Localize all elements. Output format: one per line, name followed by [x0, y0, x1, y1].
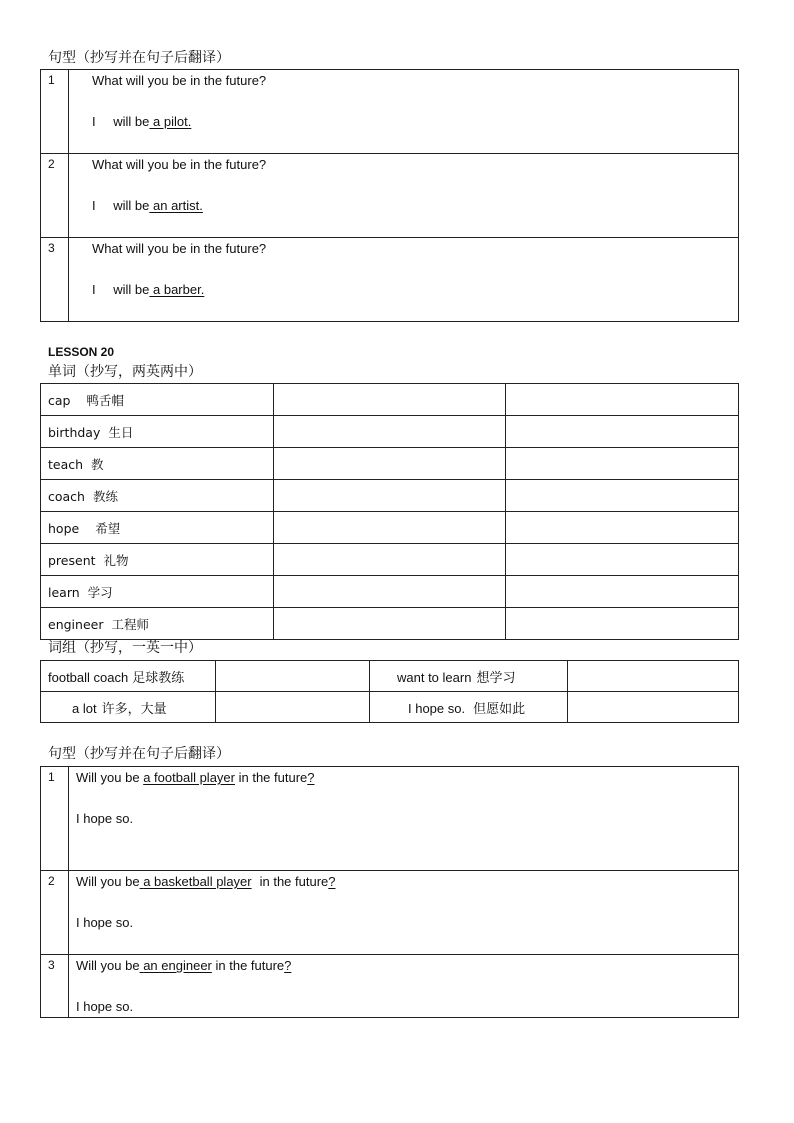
blank-cell[interactable]	[506, 384, 739, 416]
row-number: 2	[41, 871, 69, 955]
blank-cell[interactable]	[216, 692, 370, 723]
answer-underlined: an artist.	[153, 198, 203, 213]
blank-cell[interactable]	[506, 448, 739, 480]
blank-cell[interactable]	[274, 512, 506, 544]
table-row	[41, 512, 739, 544]
blank-cell[interactable]	[568, 692, 739, 723]
section2-heading: 句型（抄写并在句子后翻译）	[48, 746, 230, 762]
blank-cell[interactable]	[506, 512, 739, 544]
word-en: birthday	[48, 424, 101, 440]
table-row	[41, 384, 739, 416]
blank-cell[interactable]	[506, 480, 739, 512]
blank-cell[interactable]	[274, 416, 506, 448]
word-cell	[41, 544, 274, 576]
row-number: 1	[41, 767, 69, 871]
blank-cell[interactable]	[506, 416, 739, 448]
phrase-cell	[370, 692, 568, 723]
word-cell	[41, 384, 274, 416]
answer-subject: I	[92, 198, 96, 213]
sentence-cell[interactable]	[69, 154, 739, 238]
question-underlined: a basketball player	[143, 874, 252, 889]
question-line	[76, 874, 738, 889]
table-row	[41, 238, 739, 322]
question-mark: ?	[284, 958, 292, 973]
sentence-cell[interactable]	[69, 871, 739, 955]
answer-underlined: a pilot.	[153, 114, 192, 129]
row-number: 3	[41, 955, 69, 1018]
table-row	[41, 480, 739, 512]
table-row	[41, 955, 739, 1018]
word-en: hope	[48, 520, 80, 536]
table-row	[41, 544, 739, 576]
table-row	[41, 416, 739, 448]
phrases-table	[40, 660, 739, 723]
sentence-cell[interactable]	[69, 955, 739, 1018]
table-row	[41, 154, 739, 238]
word-cn: 生日	[108, 424, 134, 440]
question-text: What will you be in the future?	[92, 241, 267, 256]
word-cn: 学习	[87, 584, 113, 600]
blank-cell[interactable]	[506, 608, 739, 640]
answer-line	[92, 114, 738, 129]
answer-subject: I	[92, 114, 96, 129]
blank-cell[interactable]	[274, 480, 506, 512]
answer-underlined: a barber.	[153, 282, 205, 297]
word-cell	[41, 448, 274, 480]
phrase-en: want to learn	[397, 669, 472, 685]
word-cell	[41, 512, 274, 544]
sentence-table-1	[40, 69, 739, 322]
table-row	[41, 661, 739, 692]
sentence-table-2	[40, 766, 739, 1018]
word-cell	[41, 608, 274, 640]
row-number: 2	[41, 154, 69, 238]
answer-verb: will be	[113, 282, 150, 297]
question-prefix: Will you be	[76, 770, 140, 785]
lesson-title: LESSON 20	[48, 345, 115, 359]
word-en: learn	[48, 584, 80, 600]
word-en: cap	[48, 392, 71, 408]
word-cell	[41, 416, 274, 448]
answer-text: I hope so.	[76, 811, 134, 826]
blank-cell[interactable]	[506, 544, 739, 576]
question-text: What will you be in the future?	[92, 73, 267, 88]
question-prefix: Will you be	[76, 874, 140, 889]
words-heading: 单词（抄写，两英两中）	[48, 364, 202, 380]
word-cn: 教	[91, 456, 104, 472]
blank-cell[interactable]	[568, 661, 739, 692]
phrase-cn: 但愿如此	[473, 701, 526, 717]
row-number: 3	[41, 238, 69, 322]
answer-verb: will be	[113, 198, 150, 213]
answer-text: I hope so.	[76, 915, 134, 930]
blank-cell[interactable]	[274, 384, 506, 416]
phrase-en: I hope so.	[408, 700, 466, 716]
question-suffix: in the future	[215, 958, 285, 973]
answer-line	[92, 282, 738, 297]
phrase-en: a lot	[72, 700, 97, 716]
word-cn: 鸭舌帽	[86, 392, 124, 408]
question-mark: ?	[328, 874, 336, 889]
blank-cell[interactable]	[274, 608, 506, 640]
blank-cell[interactable]	[274, 576, 506, 608]
words-table	[40, 383, 739, 640]
table-row	[41, 448, 739, 480]
phrase-cn: 许多，大量	[101, 701, 167, 717]
blank-cell[interactable]	[506, 576, 739, 608]
question-mark: ?	[307, 770, 315, 785]
question-text: What will you be in the future?	[92, 157, 267, 172]
phrase-cn: 足球教练	[132, 670, 185, 686]
answer-line	[92, 198, 738, 213]
word-cn: 工程师	[111, 616, 149, 632]
row-number: 1	[41, 70, 69, 154]
sentence-cell[interactable]	[69, 238, 739, 322]
answer-text: I hope so.	[76, 999, 134, 1014]
section1-heading: 句型（抄写并在句子后翻译）	[48, 50, 230, 66]
blank-cell[interactable]	[274, 448, 506, 480]
table-row	[41, 608, 739, 640]
phrase-cn: 想学习	[476, 670, 516, 686]
question-underlined: an engineer	[143, 958, 212, 973]
table-row	[41, 70, 739, 154]
word-en: engineer	[48, 616, 104, 632]
phrase-cell	[370, 661, 568, 692]
blank-cell[interactable]	[216, 661, 370, 692]
sentence-cell[interactable]	[69, 767, 739, 871]
table-row	[41, 692, 739, 723]
question-prefix: Will you be	[76, 958, 140, 973]
phrase-cell	[41, 661, 216, 692]
phrases-heading: 词组（抄写，一英一中）	[48, 640, 202, 656]
word-en: teach	[48, 456, 84, 472]
phrase-cell	[41, 692, 216, 723]
word-en: present	[48, 552, 96, 568]
word-cell	[41, 576, 274, 608]
question-line	[76, 958, 738, 973]
word-cn: 教练	[92, 488, 118, 504]
phrase-en: football coach	[48, 669, 129, 685]
answer-verb: will be	[113, 114, 150, 129]
answer-subject: I	[92, 282, 96, 297]
word-cn: 礼物	[103, 552, 129, 568]
table-row	[41, 767, 739, 871]
word-en: coach	[48, 488, 85, 504]
table-row	[41, 576, 739, 608]
word-cell	[41, 480, 274, 512]
blank-cell[interactable]	[274, 544, 506, 576]
question-suffix: in the future	[259, 874, 329, 889]
table-row	[41, 871, 739, 955]
word-cn: 希望	[95, 520, 121, 536]
sentence-cell[interactable]	[69, 70, 739, 154]
question-line	[76, 770, 738, 785]
question-underlined: a football player	[143, 770, 235, 785]
question-suffix: in the future	[238, 770, 308, 785]
